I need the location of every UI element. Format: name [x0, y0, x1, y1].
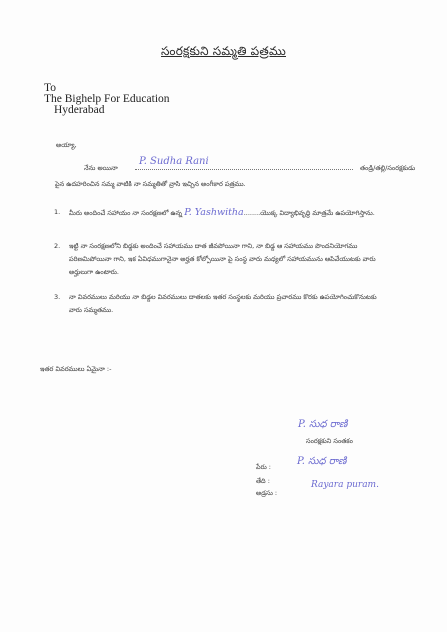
handwritten-name-value: P. సుధ రాణి — [297, 456, 347, 467]
clause-text: ఇట్టి నా సంరక్షణలోని బిడ్డకు అందించే సహాయము దాత జీవపోయినా గాని, నా బిడ్డ ఆ సహాయము పొందనియోగము పరిణమిపోయినా గాని, ఇక ఏవిధముగానైనా అర్హత కోల్పోయినా పై సంస్థ వారు మధ్యలో సహాయమును ఆపివేయుటకు వారు అర్హులుగా ఉంటారు. — [69, 242, 376, 276]
handwritten-address-value: Rayara puram. — [311, 480, 379, 490]
name-fill-line — [135, 169, 353, 170]
declaration-intro: పైన ఉదహరించిన సమ్మ వాటికి నా సమ్మతితో వ్రాసి ఇచ్చిన అంగీకార పత్రము. — [55, 180, 246, 188]
guardian-signature-label: సంరక్షకుని సంతకం — [306, 437, 353, 445]
salutation: అయ్యా, — [56, 141, 77, 149]
clause-3 — [54, 291, 389, 317]
clause-1 — [54, 206, 389, 220]
clause-text: నా వివరములు మరియు నా బిడ్డల వివరములు దాతలకు ఇతర సంస్థలకు మరియు ప్రచారము కొరకు ఉపయోగించుకొనుటకు వారు సమ్మతము. — [69, 293, 377, 314]
handwritten-guardian-name: P. Sudha Rani — [139, 156, 209, 167]
clause-2 — [54, 240, 389, 279]
recipient-name: The Bighelp For Education — [44, 93, 170, 105]
clause-number: 3. — [54, 293, 61, 301]
clause-number: 2. — [54, 242, 61, 250]
handwritten-signature: P. సుధ రాణి — [298, 419, 348, 430]
recipient-city: Hyderabad — [54, 104, 105, 116]
name-field-label: పేరు : — [256, 463, 271, 471]
date-field-label: తేది : — [256, 477, 270, 485]
other-details-label: ఇతర వివరములు ఏమైనా :- — [40, 365, 112, 373]
relation-label: తండ్రి/తల్లి/సంరక్షకుడు — [360, 164, 416, 172]
declaration-prefix: నేను అయినా — [84, 164, 118, 172]
clause-text-after: ........యొక్క విద్యాభివృద్ధి మాత్రమే ఉపయోగిస్తాను. — [243, 209, 375, 217]
clause-text-before: మీరు అందించే సహాయం నా సంరక్షణలో ఉన్న — [69, 209, 183, 217]
handwritten-child-name: P. Yashwitha — [184, 207, 244, 218]
document-title: సంరక్షకుని సమ్మతి పత్రము — [161, 44, 286, 58]
clause-number: 1. — [54, 208, 61, 216]
address-field-label: అడ్రసు : — [256, 489, 278, 497]
recipient-block — [44, 83, 170, 116]
to-label: To — [44, 82, 56, 94]
